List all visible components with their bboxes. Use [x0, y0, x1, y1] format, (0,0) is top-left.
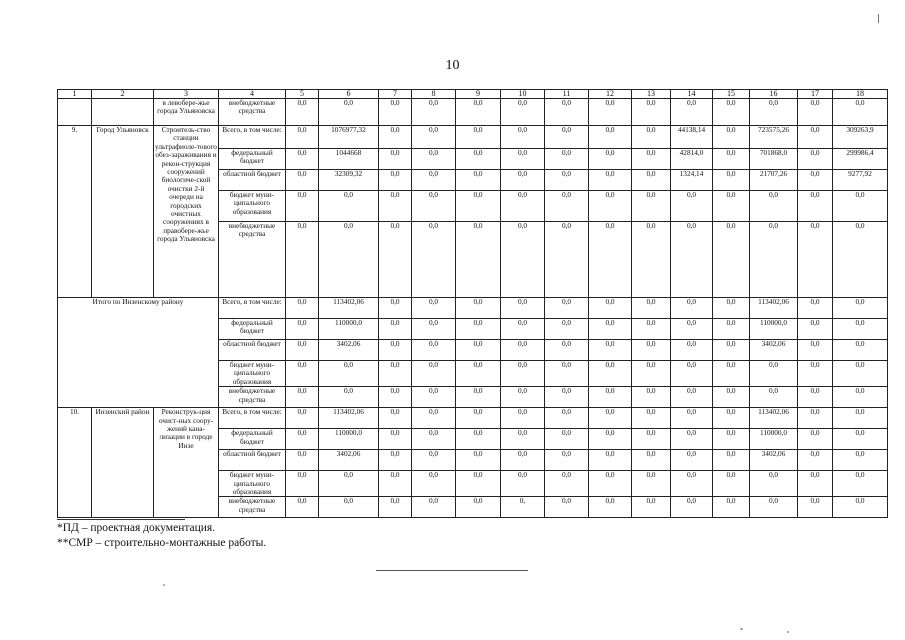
value-cell: 0,0	[833, 387, 888, 408]
value-cell: 0,0	[501, 222, 545, 298]
value-cell: 0,0	[798, 497, 833, 518]
value-cell: 0,0	[456, 99, 501, 126]
value-cell: 0,0	[798, 450, 833, 471]
value-cell: 0,0	[501, 471, 545, 497]
value-cell: 0,0	[589, 340, 632, 361]
value-cell: 0,0	[589, 387, 632, 408]
value-cell: 0,0	[632, 497, 671, 518]
value-cell: 110000,0	[319, 429, 379, 450]
value-cell: 701868,0	[750, 149, 798, 170]
value-cell: 3402,06	[750, 450, 798, 471]
value-cell: 0,0	[379, 126, 412, 149]
value-cell: 0,0	[632, 99, 671, 126]
source-label: бюджет муни-ципального образования	[219, 361, 286, 387]
value-cell: 0,0	[750, 471, 798, 497]
value-cell: 0,0	[713, 450, 750, 471]
value-cell: 0,0	[589, 319, 632, 340]
value-cell: 0,0	[632, 126, 671, 149]
value-cell: 0,0	[379, 99, 412, 126]
column-number: 2	[92, 90, 154, 99]
value-cell: 0,0	[750, 99, 798, 126]
value-cell: 0,0	[545, 99, 589, 126]
value-cell: 0,0	[501, 126, 545, 149]
object-name-cell: в левобере-жье города Ульяновска	[154, 99, 219, 126]
value-cell: 0,0	[501, 408, 545, 429]
value-cell: 0,0	[632, 450, 671, 471]
value-cell: 113402,06	[750, 298, 798, 319]
value-cell: 0,0	[286, 450, 319, 471]
corner-mark	[878, 14, 879, 23]
value-cell: 0,0	[798, 429, 833, 450]
value-cell: 0,0	[286, 222, 319, 298]
value-cell: 0,0	[632, 222, 671, 298]
value-cell: 0,0	[286, 319, 319, 340]
source-label: федеральный бюджет	[219, 149, 286, 170]
value-cell: 0,0	[545, 408, 589, 429]
value-cell: 0,0	[750, 497, 798, 518]
value-cell: 0,0	[456, 471, 501, 497]
value-cell: 0,0	[412, 99, 456, 126]
value-cell: 0,0	[798, 387, 833, 408]
value-cell: 0,0	[412, 497, 456, 518]
value-cell: 0,0	[545, 222, 589, 298]
value-cell: 0,0	[671, 471, 713, 497]
column-number: 1	[58, 90, 92, 99]
value-cell: 1324,14	[671, 170, 713, 191]
value-cell: 0,0	[632, 149, 671, 170]
value-cell: 0,0	[379, 340, 412, 361]
value-cell: 0,0	[671, 99, 713, 126]
value-cell: 0,0	[713, 319, 750, 340]
value-cell: 0,0	[713, 170, 750, 191]
value-cell: 44138,14	[671, 126, 713, 149]
column-number: 11	[545, 90, 589, 99]
value-cell: 0,0	[632, 471, 671, 497]
value-cell: 0,0	[545, 319, 589, 340]
column-number: 17	[798, 90, 833, 99]
value-cell: 0,0	[671, 191, 713, 222]
source-label: бюджет муни-ципального образования	[219, 471, 286, 497]
value-cell: 0,0	[412, 471, 456, 497]
value-cell: 113402,06	[319, 408, 379, 429]
value-cell: 0,0	[286, 408, 319, 429]
value-cell: 0,0	[833, 319, 888, 340]
value-cell: 0,0	[286, 298, 319, 319]
value-cell: 0,0	[319, 387, 379, 408]
value-cell: 0,0	[456, 361, 501, 387]
scan-speck	[740, 628, 743, 630]
value-cell: 0,0	[671, 340, 713, 361]
value-cell: 0,0	[501, 149, 545, 170]
source-label: внебюджетные средства	[219, 497, 286, 518]
value-cell: 0,0	[589, 222, 632, 298]
value-cell: 0,0	[501, 340, 545, 361]
value-cell: 32309,32	[319, 170, 379, 191]
object-name-cell: Реконструк-ция очист-ных соору-жений кана-лизации в городе Инзе	[154, 408, 219, 518]
footnote-rule	[57, 519, 185, 520]
value-cell: 0,0	[589, 497, 632, 518]
value-cell: 0,0	[456, 429, 501, 450]
column-number: 16	[750, 90, 798, 99]
value-cell: 0,0	[833, 298, 888, 319]
value-cell: 0,0	[456, 149, 501, 170]
value-cell: 0,0	[833, 429, 888, 450]
value-cell: 0,0	[501, 387, 545, 408]
value-cell: 0,0	[286, 191, 319, 222]
value-cell: 0,0	[412, 450, 456, 471]
value-cell: 0,0	[589, 429, 632, 450]
value-cell: 0,0	[379, 471, 412, 497]
value-cell: 0,0	[286, 340, 319, 361]
source-label: бюджет муни-ципального образования	[219, 191, 286, 222]
value-cell: 0,0	[286, 471, 319, 497]
value-cell: 0,0	[632, 387, 671, 408]
value-cell: 0,0	[545, 450, 589, 471]
value-cell: 0,0	[833, 408, 888, 429]
value-cell: 0,0	[545, 387, 589, 408]
source-label: областной бюджет	[219, 170, 286, 191]
value-cell: 0,0	[286, 126, 319, 149]
value-cell: 0,0	[713, 126, 750, 149]
value-cell: 0,0	[589, 361, 632, 387]
value-cell: 0,0	[379, 408, 412, 429]
column-number: 15	[713, 90, 750, 99]
value-cell: 0,0	[379, 222, 412, 298]
value-cell: 0,0	[456, 191, 501, 222]
value-cell: 0,0	[750, 387, 798, 408]
value-cell: 0,0	[589, 408, 632, 429]
table-cell	[58, 99, 92, 126]
column-number: 7	[379, 90, 412, 99]
value-cell: 0,0	[319, 471, 379, 497]
value-cell: 0,0	[501, 319, 545, 340]
value-cell: 299986,4	[833, 149, 888, 170]
value-cell: 0,0	[671, 298, 713, 319]
value-cell: 0,0	[412, 191, 456, 222]
territory-name: Инзенский район	[92, 408, 154, 518]
value-cell: 0,0	[501, 191, 545, 222]
value-cell: 1076977,32	[319, 126, 379, 149]
value-cell: 723575,26	[750, 126, 798, 149]
value-cell: 0,0	[798, 149, 833, 170]
footnotes	[57, 521, 266, 551]
value-cell: 0,0	[379, 191, 412, 222]
value-cell: 0,0	[545, 361, 589, 387]
value-cell: 0,0	[456, 387, 501, 408]
value-cell: 0,0	[501, 450, 545, 471]
column-number: 13	[632, 90, 671, 99]
value-cell: 0,0	[412, 319, 456, 340]
signature-line	[376, 570, 528, 571]
value-cell: 0,0	[412, 361, 456, 387]
value-cell: 0,0	[632, 298, 671, 319]
value-cell: 0,0	[412, 149, 456, 170]
source-label: областной бюджет	[219, 340, 286, 361]
object-name-cell: Строитель-ство станции ультрафиоле-тового обез-зараживания и рекон-струкция сооружений биологиче-ской очистки 2-й очереди на городских очистных сооружениях в правобере-жье города Ульяновска	[154, 126, 219, 298]
page-number: 10	[445, 58, 460, 73]
value-cell: 0,0	[798, 298, 833, 319]
value-cell: 0,0	[713, 429, 750, 450]
value-cell: 0,0	[798, 222, 833, 298]
value-cell: 0,0	[713, 99, 750, 126]
value-cell: 0,0	[379, 298, 412, 319]
value-cell: 0,0	[456, 450, 501, 471]
source-label: федеральный бюджет	[219, 429, 286, 450]
value-cell: 0,0	[833, 340, 888, 361]
value-cell: 0,0	[545, 170, 589, 191]
value-cell: 0,0	[286, 170, 319, 191]
value-cell: 0,0	[671, 222, 713, 298]
column-number: 4	[219, 90, 286, 99]
value-cell: 0,0	[798, 126, 833, 149]
value-cell: 0,0	[379, 361, 412, 387]
value-cell: 0,0	[798, 361, 833, 387]
value-cell: 0,0	[412, 429, 456, 450]
value-cell: 110000,0	[750, 429, 798, 450]
value-cell: 0,0	[412, 340, 456, 361]
value-cell: 3402,06	[750, 340, 798, 361]
value-cell: 21707,26	[750, 170, 798, 191]
value-cell: 0,0	[501, 170, 545, 191]
scan-speck	[787, 631, 789, 633]
source-label: областной бюджет	[219, 450, 286, 471]
value-cell: 0,0	[713, 408, 750, 429]
value-cell: 0,0	[456, 497, 501, 518]
table-row	[58, 408, 888, 429]
value-cell: 0,0	[412, 298, 456, 319]
column-number: 9	[456, 90, 501, 99]
value-cell: 0,0	[589, 126, 632, 149]
value-cell: 0,0	[545, 429, 589, 450]
table-row	[58, 126, 888, 149]
value-cell: 0,0	[501, 298, 545, 319]
value-cell: 0,0	[713, 471, 750, 497]
item-number: 9.	[58, 126, 92, 298]
value-cell: 0,0	[798, 99, 833, 126]
value-cell: 0,0	[798, 191, 833, 222]
value-cell: 0,0	[456, 298, 501, 319]
column-number: 8	[412, 90, 456, 99]
value-cell: 0,0	[412, 126, 456, 149]
column-number: 14	[671, 90, 713, 99]
value-cell: 0,0	[286, 497, 319, 518]
value-cell: 0,0	[545, 191, 589, 222]
value-cell: 0,0	[671, 450, 713, 471]
value-cell: 0,0	[671, 387, 713, 408]
value-cell: 0,0	[379, 170, 412, 191]
district-total-label: Итого по Инзенскому району	[58, 298, 219, 408]
value-cell: 0,0	[456, 222, 501, 298]
value-cell: 0,0	[713, 497, 750, 518]
source-label: Всего, в том числе:	[219, 408, 286, 429]
value-cell: 0,0	[632, 319, 671, 340]
column-number: 12	[589, 90, 632, 99]
value-cell: 0,0	[589, 298, 632, 319]
table-cell	[92, 99, 154, 126]
value-cell: 0,0	[456, 340, 501, 361]
value-cell: 0,0	[412, 170, 456, 191]
value-cell: 0,0	[286, 361, 319, 387]
value-cell: 0,0	[456, 319, 501, 340]
value-cell: 42814,0	[671, 149, 713, 170]
value-cell: 0,0	[713, 361, 750, 387]
value-cell: 0,0	[545, 126, 589, 149]
value-cell: 0,0	[671, 429, 713, 450]
header-row	[58, 90, 888, 99]
value-cell: 3402,06	[319, 340, 379, 361]
value-cell: 0,0	[798, 170, 833, 191]
column-number: 5	[286, 90, 319, 99]
value-cell: 0,0	[545, 471, 589, 497]
value-cell: 0,0	[833, 222, 888, 298]
value-cell: 0,0	[545, 340, 589, 361]
value-cell: 0,0	[713, 387, 750, 408]
value-cell: 0,0	[833, 99, 888, 126]
value-cell: 0,0	[798, 319, 833, 340]
territory-name: Город Ульяновск	[92, 126, 154, 298]
value-cell: 0,0	[833, 191, 888, 222]
value-cell: 0,0	[286, 99, 319, 126]
source-label: Всего, в том числе:	[219, 126, 286, 149]
value-cell: 0,0	[379, 149, 412, 170]
value-cell: 110000,0	[319, 319, 379, 340]
value-cell: 0,0	[379, 387, 412, 408]
value-cell: 0,0	[412, 222, 456, 298]
value-cell: 3402,06	[319, 450, 379, 471]
value-cell: 0,0	[713, 222, 750, 298]
value-cell: 0,0	[412, 387, 456, 408]
value-cell: 0,	[501, 497, 545, 518]
value-cell: 0,0	[833, 497, 888, 518]
value-cell: 1044668	[319, 149, 379, 170]
value-cell: 0,0	[713, 149, 750, 170]
value-cell: 0,0	[632, 340, 671, 361]
value-cell: 0,0	[632, 361, 671, 387]
item-number: 10.	[58, 408, 92, 518]
value-cell: 0,0	[545, 298, 589, 319]
value-cell: 0,0	[379, 319, 412, 340]
value-cell: 0,0	[798, 408, 833, 429]
value-cell: 0,0	[286, 149, 319, 170]
value-cell: 0,0	[286, 429, 319, 450]
value-cell: 9277,92	[833, 170, 888, 191]
value-cell: 110000,0	[750, 319, 798, 340]
source-label: Всего, в том числе:	[219, 298, 286, 319]
value-cell: 0,0	[671, 361, 713, 387]
value-cell: 0,0	[632, 408, 671, 429]
value-cell: 0,0	[319, 361, 379, 387]
value-cell: 0,0	[750, 361, 798, 387]
value-cell: 113402,06	[319, 298, 379, 319]
value-cell: 0,0	[319, 191, 379, 222]
value-cell: 0,0	[798, 340, 833, 361]
table-row	[58, 298, 888, 319]
value-cell: 0,0	[501, 429, 545, 450]
value-cell: 0,0	[671, 319, 713, 340]
value-cell: 0,0	[379, 450, 412, 471]
value-cell: 0,0	[632, 191, 671, 222]
value-cell: 0,0	[501, 361, 545, 387]
value-cell: 0,0	[589, 471, 632, 497]
value-cell: 0,0	[319, 497, 379, 518]
value-cell: 0,0	[798, 471, 833, 497]
value-cell: 0,0	[412, 408, 456, 429]
value-cell: 0,0	[589, 170, 632, 191]
value-cell: 0,0	[713, 298, 750, 319]
value-cell: 0,0	[632, 429, 671, 450]
value-cell: 0,0	[319, 222, 379, 298]
column-number: 6	[319, 90, 379, 99]
source-label: внебюджетные средства	[219, 99, 286, 126]
value-cell: 0,0	[713, 340, 750, 361]
value-cell: 0,0	[671, 497, 713, 518]
financing-table	[57, 89, 888, 518]
value-cell: 0,0	[379, 497, 412, 518]
value-cell: 0,0	[632, 170, 671, 191]
value-cell: 0,0	[319, 99, 379, 126]
value-cell: 0,0	[589, 99, 632, 126]
value-cell: 0,0	[750, 222, 798, 298]
value-cell: 309263,9	[833, 126, 888, 149]
scan-speck	[163, 584, 165, 586]
value-cell: 0,0	[713, 191, 750, 222]
value-cell: 0,0	[671, 408, 713, 429]
value-cell: 0,0	[456, 408, 501, 429]
value-cell: 0,0	[456, 170, 501, 191]
value-cell: 0,0	[545, 497, 589, 518]
value-cell: 0,0	[501, 99, 545, 126]
column-number: 18	[833, 90, 888, 99]
source-label: внебюджетные средства	[219, 222, 286, 298]
column-number: 10	[501, 90, 545, 99]
footnote-pd: *ПД – проектная документация.	[57, 522, 216, 534]
value-cell: 0,0	[833, 361, 888, 387]
value-cell: 0,0	[589, 191, 632, 222]
source-label: федеральный бюджет	[219, 319, 286, 340]
source-label: внебюджетные средства	[219, 387, 286, 408]
value-cell: 0,0	[589, 149, 632, 170]
value-cell: 0,0	[286, 387, 319, 408]
value-cell: 0,0	[456, 126, 501, 149]
column-number: 3	[154, 90, 219, 99]
value-cell: 113402,06	[750, 408, 798, 429]
value-cell: 0,0	[750, 191, 798, 222]
footnote-smr: **СМР – строительно-монтажные работы.	[57, 537, 267, 549]
value-cell: 0,0	[379, 429, 412, 450]
continuation-row	[58, 99, 888, 126]
value-cell: 0,0	[833, 450, 888, 471]
value-cell: 0,0	[589, 450, 632, 471]
value-cell: 0,0	[833, 471, 888, 497]
value-cell: 0,0	[545, 149, 589, 170]
